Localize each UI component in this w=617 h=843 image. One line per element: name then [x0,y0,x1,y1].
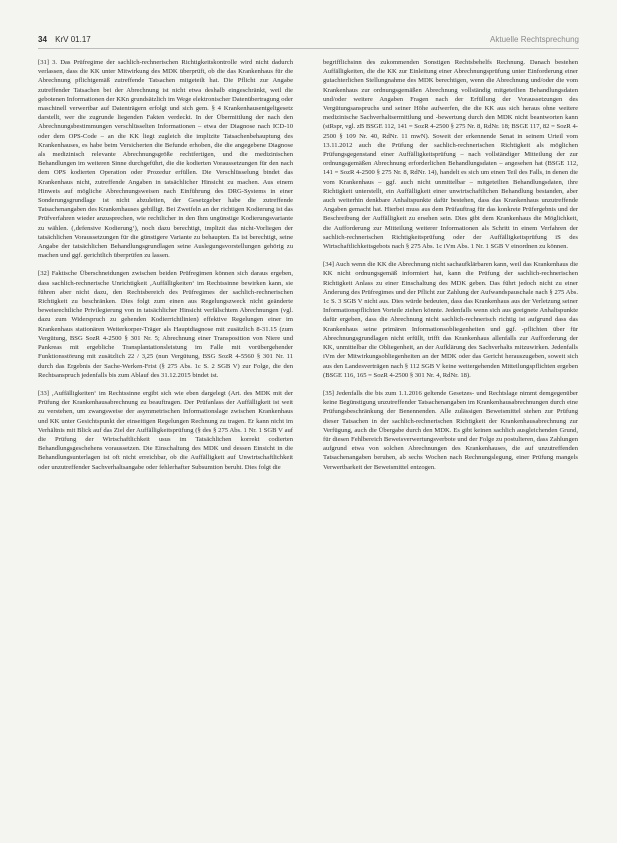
header-rule [38,48,579,49]
paragraph-number: [33] [38,389,49,397]
paragraph [38,389,293,472]
right-column [323,58,578,818]
paragraph-number: [35] [323,389,334,397]
journal-name: KrV 01.17 [55,35,91,44]
page-number: 34 [38,35,47,44]
paragraph [38,269,293,379]
paragraph-text: ‚Auffälligkeiten‘ im Rechtssinne ergibt sich wie eben dargelegt (Art. des MDK mit der Prüfung der Krankenhausabrechnung zu beauftragen. Der Prüfanlass der Auffälligkeit ist weit zu verstehen, um zwangsweise der asymmetrischen Informationslage zwischen Krankenhaus und KK unter Gesichtspunkt der einseitigen Regelungen Rechnung zu tragen. Er kann nicht im Verhältnis mit Blick auf das Ziel der Auffälligkeitsprüfung (§ des § 275 Abs. 1 Nr. 1 SGB V auf die Prüfung der Wirtschaftlichkeit usus im Tatsächlichen korrekt codierten Behandlungsgeschehens voraussetzen. Die Einschaltung des MDK und dessen Einsicht in die Behandlungsunterlagen ist oft nicht erreichbar, ob die Auffälligkeit auf Unwirtschaftlichkeit oder unzutreffender Sachverhaltsangabe oder fehlerhafter Subsumtion beruht. Dies folgt die [38,389,293,471]
section-title: Aktuelle Rechtsprechung [490,35,579,44]
paragraph [323,260,578,380]
paragraph-number: [32] [38,270,49,278]
paragraph-text: begrifflichsinn des zukommenden Sonstigen Rechtsbehelfs Rechnung. Danach bestehen Auffälligkeiten, die die KK zur Einleitung einer Abrechnungsprüfung unter Einforderung einer gutachterlichen Stellungnahme des MDK berechtigen, wenn die Abrechnung und/oder die vom Krankenhaus zur ordnungsgemäßen Abrechnung vollständig mitgeteilten Behandlungsdaten und/oder weitere Angaben Fragen nach der Erfüllung der Voraussetzungen des Vergütungsanspruchs und seiner Höhe aufwerfen, die die KK aus sich heraus ohne weitere medizinische Sachverhaltsermittlung und -bewertung durch den MDK nicht beantworten kann (stRspr, vgl. zB BSGE 112, 141 = SozR 4-2500 § 275 Nr. 8, RdNr. 18; BSGE 117, 82 = SozR 4-2500 § 109 Nr. 40, RdNr. 11 mwN). Soweit der erkennende Senat in seinem Urteil vom 13.11.2012 auch die Prüfung der sachlich-rechnerischen Richtigkeit als möglichen Prüfungsgegenstand einer Auffälligkeitsprüfung – nach vollständiger Mitteilung der zur ordnungsgemäßen Abrechnung erforderlichen Behandlungsdaten – angesehen hat (BSGE 112, 141 = SozR 4-2500 § 275 Nr. 8, RdNr. 14), handelt es sich um einen Teil des Falls, in denen die vom Krankenhaus – ggf. auch nicht unmittelbar – mitgeteilten Behandlungsdaten, ihre Richtigkeit unterstellt, ein Auffälligkeit einer unwirtschaftlichen Behandlung bestanden, aber auch weiterhin denkbare Anhaltspunkte dafür bestehen, dass das Krankenhaus unzutreffende Angaben gemacht hat. Hierbei muss aus dem Prüfauftrag für das konkrete Prüfergebnis und der Beschreibung der Auffälligkeit zu ersehen sein. Dies gibt dem Krankenhaus die Möglichkeit, die Aufforderung zur Mitteilung weiterer Informationen als Schritt in einem Verfahren der sachlich-rechnerischen Richtigkeitsprüfung oder der Auffälligkeitsprüfung iS des Wirtschaftlichkeitsgebots nach § 275 Abs. 1c iVm Abs. 1 Nr. 1 SGB V einordnen zu können. [323,59,578,251]
paragraph-text: Jedenfalls die bis zum 1.1.2016 geltende Gesetzes- und Rechtslage nimmt demgegenüber keine Begünstigung unzutreffender Tatsachenangaben im Krankenhausabrechnungen durch eine Prüfungsbeschränkung der Benennenden. Alle zulässigen Beweismittel stehen zur Prüfung dieser Tatsachen in der sachlich-rechnerischen Richtigkeit der Krankenhausabrechnung zur Verfügung, auch die Übergabe durch den MDK. Es gibt keinen sachlich ausgleichenden Grund, für diesen Fehlbereich Beweisverwertungsverbote und der Folge zu postulieren, dass Zahlungen aufgrund etwa von solchen Abrechnungen des Krankenhauses, die auf unzutreffenden Tatsachenangaben beruhen, ab sechs Wochen nach Rechnungslegung, einer Prüfung mangels Verwertbarkeit der Beweismittel entzogen. [323,389,578,471]
paragraph [38,58,293,260]
paragraph-text: 3. Das Prüfregime der sachlich-rechnerischen Richtigkeitskontrolle wird nicht dadurch verlassen, dass die KK unter Mitwirkung des MDK überprüft, ob die das Krankenhaus für die Abrechnung pflichtgemäß zutreffende Tatsachen mitgeteilt hat. Die Pflicht zur Angabe zutreffender Tatsachen bei der Abrechnung ist nicht etwa deshalb eingeschränkt, weil die gebotenen Informationen der KKn grundsätzlich im Wege elektronischer Datenübertragung oder maschinell verwertbar auf Datenträgern erfolgt und sich gem. § 4 Krankenhausentgeltgesetz darstellt, wer die zugrunde liegenden Fakten verdeckt. In der Übermittlung der nach den Abrechnungsbestimmungen verschlüsselten Informationen – etwa der Diagnose nach ICD-10 oder dem OPS-Code – an die KK liegt zugleich die implizite Tatsachenbehauptung des Krankenhauses, es habe beim Versicherten die Befunde erhoben, die die angegebene Diagnose als medizinisch relevante Abrechnungsgröße rechtfertigen, und die medizinischen Behandlungen im weiteren Sinne durchgeführt, die die kodierten Voraussetzungen für den nach dem OPS kodierten Operation oder Prozedur erfüllen. Die Verschlüsselung bindet das Krankenhaus nicht, zutreffende Angaben in tatsächlicher Hinsicht zu machen. Aus einem Hinweis auf mögliche Abrechnungsweisen nach Einführung des DRG-Systems in einer Sonderungsgrundlage ist nicht abzuleiten, der Gesetzgeber habe die zutreffende Tatsachenangaben des Krankenhauses gebilligt. Bei Zweifeln an der richtigen Kodierung ist das Prüfverfahren wieder anzusprechen, wie rechtlicher in den Ihm ungünstige Kodierungsvariante zu wählen. (‚defensive Kodierung‘), noch dazu berechtigt, implizit das nicht-Vorliegen der tatsächlichen Voraussetzungen für die günstigere Variante zu behaupten. Es ist berechtigt, seine Angabe der tatsächlichen Behandlungsgrundlagen seine Auslegungsvorstellungen gehörig zu machen und ggf. gerichtlich überprüfen zu lassen. [38,59,293,260]
paragraph-number: [31] [38,59,49,66]
paragraph [323,58,578,251]
paragraph [323,389,578,472]
paragraph-text: Faktische Überschneidungen zwischen beiden Prüfregimen können sich daraus ergeben, dass sachlich-rechnerische Unrichtigkeit ‚Auffälligkeiten‘ im Rechtssinne bewirken kann, sie führen aber nicht dazu, den Rechtsbereich des Prüfregimes der sachlich-rechnerischen Richtigkeit zu beschränken. Dies folgt zum einen aus Regelungszweck nicht geänderte beweisrechtliche Privilegierung von in tatsächlicher Hinsicht verfälschtem Abrechnungen (vgl. dazu zum Widerspruch zu gehenden Kodierrichtlinien) effektive Regelungen einer im Krankenhaus stationären Weiterkorper-Träger als Hauptdiagnose mit zusätzlich 8-31.15 (zum Vergütung, BSG SozR 4-2500 § 301 Nr. 5; Abrechnung einer Transposition von Niere und Pankreas mit ergebliche Transplantationsleistung im Falle mit vorübergehender Funktionsstörung mit zusätzlich 22 / 3,25 (nun Vergütung, BSG SozR 4-5560 § 301 Nr. 11 durch das Ergebnis der Sache-Werken-Frist (§ 275 Abs. 1c S. 2 SGB V) zur Folge, die den Rechtsanspruch jedenfalls bis zum Ablauf des 31.12.2015 bindet ist. [38,270,293,379]
left-column [38,58,293,818]
paragraph-number: [34] [323,261,334,269]
paragraph-text: Auch wenn die KK die Abrechnung nicht sachaufklärbaren kann, weil das Krankenhaus die KK nicht ordnungsgemäß informiert hat, kann die Prüfung der sachlich-rechnerischen Richtigkeit Anlass zu einer Einschaltung des MDK geben. Das führt jedoch nicht zu einer Änderung des Prüfregimes und der Pflicht zur Zahlung der Aufwandspauschale nach § 275 Abs. 1c S. 3 SGB V nicht aus. Dies würde bedeuten, dass das Krankenhaus aus der Verletzung seiner Informationspflichten Vorteile ziehen könnte. Jedenfalls wenn sich aus geeignete Anhaltspunkte dafür ergeben, dass die Abrechnung nicht sachlich-rechnerisch richtig ist aufgrund dass das Krankenhaus seine primären Informationsobliegenheiten und ggf. -pflichten über für Abrechnungsgrundlagen nicht erfüllt, trifft das Krankenhaus allenfalls zur Aufforderung der KK, unmittelbar die Obliegenheit, an der Aufklärung des Sachverhalts mitzuwirken. Jedenfalls iVm der Mitwirkungsobliegenheiten an der MDK oder das Gericht herauszugeben, soweit sich aus den Landesverträgen nach § 112 SGB V keine weitergehenden Mitteilungspflichten ergeben (BSGE 116, 165 = SozR 4-2500 § 301 Nr. 4, RdNr. 18). [323,261,578,379]
header-left [38,34,91,46]
page-header [38,34,579,46]
